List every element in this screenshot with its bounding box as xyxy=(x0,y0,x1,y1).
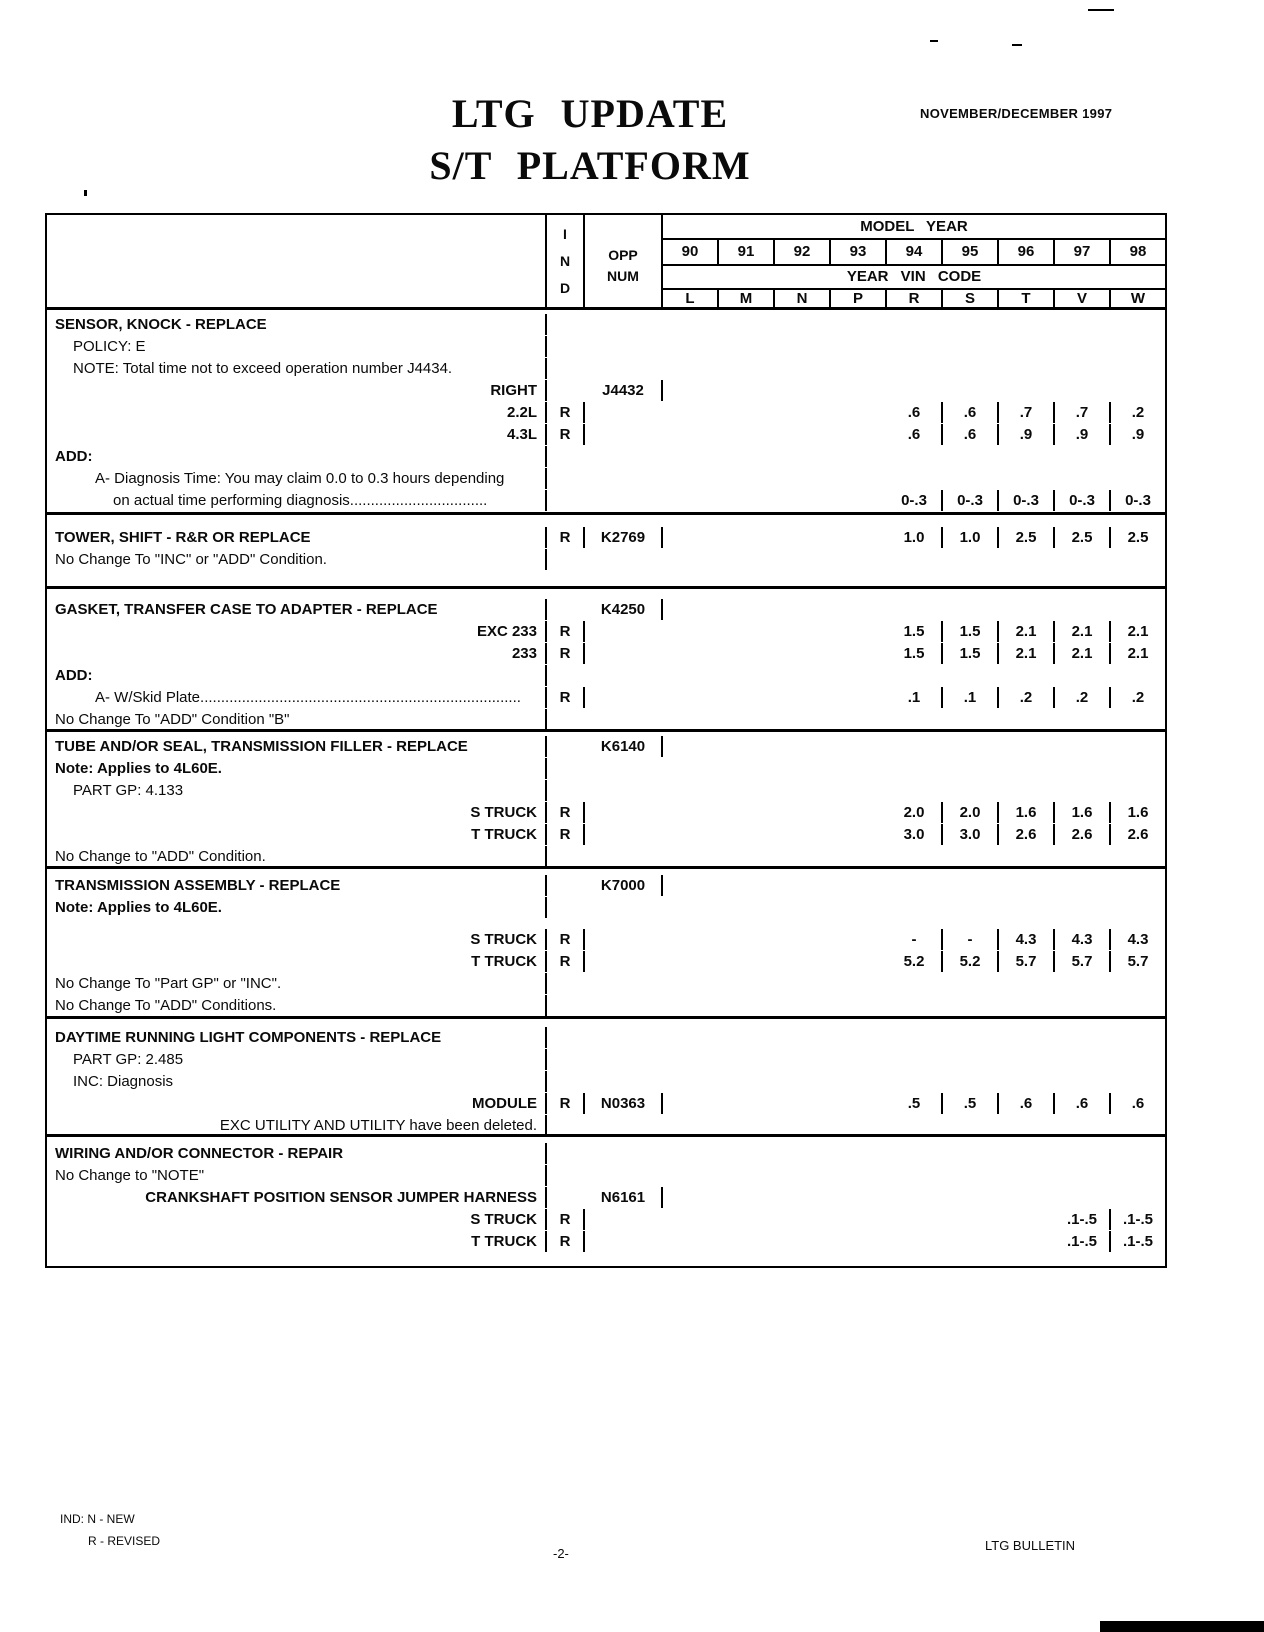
value-cell: .6 xyxy=(887,402,943,423)
value-cell: .2 xyxy=(999,687,1055,708)
header-description-cell xyxy=(47,215,547,307)
ind-cell: R xyxy=(547,824,585,845)
table-row xyxy=(47,1231,1165,1253)
ind-header-letter: D xyxy=(559,279,571,296)
section-tube-seal-transmission-filler xyxy=(47,729,1165,866)
table-row xyxy=(47,1019,1165,1027)
year-cell: 92 xyxy=(775,240,831,264)
year-cell: 97 xyxy=(1055,240,1111,264)
row-description: POLICY: E xyxy=(47,336,547,357)
value-cell: .7 xyxy=(1055,402,1111,423)
row-description: on actual time performing diagnosis................................. xyxy=(47,490,547,511)
year-cell: 93 xyxy=(831,240,887,264)
title-line-1: LTG UPDATE xyxy=(451,91,729,136)
value-cell: .2 xyxy=(1055,687,1111,708)
vin-code-cell: R xyxy=(887,290,943,307)
row-description: No Change To "INC" or "ADD" Condition. xyxy=(47,549,547,570)
value-cell: 0-.3 xyxy=(1125,492,1151,509)
ind-cell: R xyxy=(547,802,585,823)
value-cell: .1 xyxy=(943,687,999,708)
table-row xyxy=(47,549,1165,571)
year-cell: 94 xyxy=(887,240,943,264)
value-cell: 2.6 xyxy=(1055,824,1111,845)
opp-num-cell: N0363 xyxy=(585,1093,663,1114)
value-cell: 2.1 xyxy=(1055,621,1111,642)
row-description: No Change To "ADD" Condition "B" xyxy=(47,709,547,729)
value-cell: .2 xyxy=(1131,404,1145,421)
value-cell: 2.5 xyxy=(1055,527,1111,548)
row-description: 233 xyxy=(47,643,547,664)
ind-cell: R xyxy=(547,1209,585,1230)
table-row xyxy=(47,446,1165,468)
table-row xyxy=(47,929,1165,951)
row-description: No Change to "ADD" Condition. xyxy=(47,846,547,866)
scan-artifact xyxy=(1012,44,1022,46)
section-tower-shift xyxy=(47,512,1165,586)
row-description: WIRING AND/OR CONNECTOR - REPAIR xyxy=(47,1143,547,1164)
scan-artifact xyxy=(84,190,87,196)
table-row xyxy=(47,621,1165,643)
vin-code-cell: L xyxy=(663,290,719,307)
row-description: No Change To "ADD" Conditions. xyxy=(47,995,547,1016)
ind-cell: R xyxy=(547,1093,585,1114)
table-row xyxy=(47,802,1165,824)
table-row xyxy=(47,1165,1165,1187)
row-description: T TRUCK xyxy=(47,824,547,845)
row-description: S TRUCK xyxy=(47,929,547,950)
value-cell: 3.0 xyxy=(887,824,943,845)
value-cell: .1 xyxy=(887,687,943,708)
header-years-block xyxy=(663,215,1165,307)
row-description: INC: Diagnosis xyxy=(47,1071,547,1092)
year-cell: 96 xyxy=(999,240,1055,264)
row-description: T TRUCK xyxy=(47,1231,547,1252)
value-cell: .6 xyxy=(943,424,999,445)
value-cell: 2.1 xyxy=(1055,643,1111,664)
row-description: TUBE AND/OR SEAL, TRANSMISSION FILLER - REPLACE xyxy=(47,736,547,757)
ind-cell: R xyxy=(547,929,585,950)
value-cell: 2.6 xyxy=(1127,826,1149,843)
row-description: TOWER, SHIFT - R&R OR REPLACE xyxy=(47,527,547,548)
value-cell: .9 xyxy=(1055,424,1111,445)
value-cell: 2.5 xyxy=(1127,529,1149,546)
vin-code-row xyxy=(663,290,1165,307)
scan-artifact xyxy=(1088,9,1114,11)
table-row xyxy=(47,380,1165,402)
table-row xyxy=(47,599,1165,621)
value-cell: - xyxy=(943,929,999,950)
row-description: EXC 233 xyxy=(47,621,547,642)
value-cell: .1-.5 xyxy=(1122,1211,1153,1228)
row-description: NOTE: Total time not to exceed operation number J4434. xyxy=(47,358,547,379)
vin-code-cell: N xyxy=(775,290,831,307)
page-number: -2- xyxy=(553,1546,569,1561)
ind-cell: R xyxy=(547,527,585,548)
table-row xyxy=(47,846,1165,866)
vin-code-label: YEAR VIN CODE xyxy=(663,266,1165,290)
issue-date: NOVEMBER/DECEMBER 1997 xyxy=(920,106,1113,121)
row-description: No Change To "Part GP" or "INC". xyxy=(47,973,547,994)
value-cell: .6 xyxy=(1131,1095,1145,1112)
vin-code-cell: W xyxy=(1130,290,1146,307)
value-cell: 0-.3 xyxy=(999,490,1055,511)
table-row xyxy=(47,919,1165,929)
footer-ind-legend-new: IND: N - NEW xyxy=(60,1512,135,1526)
opp-header-word: NUM xyxy=(607,268,639,284)
ind-cell: R xyxy=(547,1231,585,1252)
value-cell: 2.1 xyxy=(1127,645,1149,662)
section-wiring-connector-repair xyxy=(47,1134,1165,1266)
row-description: PART GP: 2.485 xyxy=(47,1049,547,1070)
value-cell: 1.5 xyxy=(943,621,999,642)
opp-num-cell: K6140 xyxy=(585,736,663,757)
value-cell: 1.5 xyxy=(887,621,943,642)
header-opp-num-cell xyxy=(585,215,663,307)
vin-code-cell: V xyxy=(1055,290,1111,307)
row-description: Note: Applies to 4L60E. xyxy=(47,758,547,779)
row-description: GASKET, TRANSFER CASE TO ADAPTER - REPLACE xyxy=(47,599,547,620)
ind-header-letter: I xyxy=(563,226,567,243)
opp-num-cell: J4432 xyxy=(585,380,663,401)
vin-code-cell: T xyxy=(999,290,1055,307)
value-cell: 1.5 xyxy=(887,643,943,664)
row-description: RIGHT xyxy=(47,380,547,401)
row-description: 4.3L xyxy=(47,424,547,445)
ind-header-letter: N xyxy=(559,252,571,269)
opp-num-cell: K2769 xyxy=(585,527,663,548)
ind-cell: R xyxy=(547,621,585,642)
opp-header-word: OPP xyxy=(608,247,638,263)
table-row xyxy=(47,709,1165,729)
value-cell: .1-.5 xyxy=(1055,1209,1111,1230)
row-description: TRANSMISSION ASSEMBLY - REPLACE xyxy=(47,875,547,896)
year-cell: 98 xyxy=(1129,243,1147,260)
row-description: A- W/Skid Plate............................................................................. xyxy=(47,687,547,708)
row-description: No Change to "NOTE" xyxy=(47,1165,547,1186)
value-cell: .9 xyxy=(1131,426,1145,443)
table-row xyxy=(47,1143,1165,1165)
table-row xyxy=(47,1187,1165,1209)
row-description: EXC UTILITY AND UTILITY have been deleted. xyxy=(47,1115,547,1134)
value-cell: 0-.3 xyxy=(887,490,943,511)
table-row xyxy=(47,758,1165,780)
footer-ind-legend-revised: R - REVISED xyxy=(88,1534,161,1548)
value-cell: 1.6 xyxy=(1055,802,1111,823)
value-cell: .1-.5 xyxy=(1055,1231,1111,1252)
row-description: PART GP: 4.133 xyxy=(47,780,547,801)
section-daytime-running-light-components xyxy=(47,1016,1165,1134)
row-description: MODULE xyxy=(47,1093,547,1114)
value-cell: 2.0 xyxy=(943,802,999,823)
value-cell: .6 xyxy=(943,402,999,423)
value-cell: 5.7 xyxy=(1055,951,1111,972)
table-row xyxy=(47,875,1165,897)
value-cell: 1.5 xyxy=(943,643,999,664)
value-cell: 5.2 xyxy=(887,951,943,972)
value-cell: 2.1 xyxy=(999,643,1055,664)
labor-table xyxy=(45,213,1167,1268)
table-row xyxy=(47,336,1165,358)
section-transmission-assembly xyxy=(47,866,1165,1016)
value-cell: 4.3 xyxy=(1055,929,1111,950)
value-cell: 2.5 xyxy=(999,527,1055,548)
table-row xyxy=(47,1071,1165,1093)
ind-cell: R xyxy=(547,402,585,423)
year-cell: 90 xyxy=(663,240,719,264)
year-cell: 95 xyxy=(943,240,999,264)
table-row xyxy=(47,973,1165,995)
row-description: T TRUCK xyxy=(47,951,547,972)
value-cell: .6 xyxy=(887,424,943,445)
table-row xyxy=(47,358,1165,380)
value-cell: 2.1 xyxy=(1127,623,1149,640)
value-cell: 0-.3 xyxy=(943,490,999,511)
value-cell: 1.0 xyxy=(943,527,999,548)
table-row xyxy=(47,1027,1165,1049)
table-row xyxy=(47,951,1165,973)
opp-num-cell: K7000 xyxy=(585,875,663,896)
row-description: 2.2L xyxy=(47,402,547,423)
table-row xyxy=(47,824,1165,846)
value-cell: - xyxy=(887,929,943,950)
row-description: CRANKSHAFT POSITION SENSOR JUMPER HARNESS xyxy=(47,1187,547,1208)
table-row xyxy=(47,402,1165,424)
value-cell: 1.6 xyxy=(1127,804,1149,821)
title-line-2: S/T PLATFORM xyxy=(429,143,751,188)
value-cell: .2 xyxy=(1131,689,1145,706)
table-row xyxy=(47,995,1165,1016)
scan-artifact xyxy=(930,40,938,42)
section-gasket-transfer-case-to-adapter xyxy=(47,586,1165,729)
value-cell: .6 xyxy=(999,1093,1055,1114)
value-cell: .1-.5 xyxy=(1122,1233,1153,1250)
table-row xyxy=(47,1209,1165,1231)
table-row xyxy=(47,897,1165,919)
value-cell: .5 xyxy=(943,1093,999,1114)
scan-black-bar xyxy=(1100,1621,1264,1632)
row-description: ADD: xyxy=(47,665,547,686)
opp-num-cell: K4250 xyxy=(585,599,663,620)
value-cell: 0-.3 xyxy=(1055,490,1111,511)
value-cell: 4.3 xyxy=(1127,931,1149,948)
value-cell: 4.3 xyxy=(999,929,1055,950)
table-row xyxy=(47,424,1165,446)
value-cell: .6 xyxy=(1055,1093,1111,1114)
value-cell: 2.1 xyxy=(999,621,1055,642)
year-cell: 91 xyxy=(719,240,775,264)
ind-cell: R xyxy=(547,424,585,445)
vin-code-cell: M xyxy=(719,290,775,307)
table-row xyxy=(47,687,1165,709)
table-row xyxy=(47,1115,1165,1134)
table-row xyxy=(47,736,1165,758)
value-cell: 2.0 xyxy=(887,802,943,823)
row-description: Note: Applies to 4L60E. xyxy=(47,897,547,918)
table-row xyxy=(47,468,1165,490)
model-year-label: MODEL YEAR xyxy=(663,215,1165,240)
opp-num-cell: N6161 xyxy=(585,1187,663,1208)
row-description: ADD: xyxy=(47,446,547,467)
bulletin-label: LTG BULLETIN xyxy=(985,1538,1076,1553)
ind-cell: R xyxy=(547,687,585,708)
row-description: A- Diagnosis Time: You may claim 0.0 to 0.3 hours depending xyxy=(47,468,547,489)
value-cell: .9 xyxy=(999,424,1055,445)
ind-cell: R xyxy=(547,643,585,664)
table-row xyxy=(47,490,1165,512)
model-year-row xyxy=(663,240,1165,266)
table-header xyxy=(47,215,1165,310)
table-row xyxy=(47,1049,1165,1071)
row-description: S TRUCK xyxy=(47,802,547,823)
row-description: DAYTIME RUNNING LIGHT COMPONENTS - REPLACE xyxy=(47,1027,547,1048)
value-cell: 5.7 xyxy=(1127,953,1149,970)
table-row xyxy=(47,665,1165,687)
value-cell: .7 xyxy=(999,402,1055,423)
vin-code-cell: S xyxy=(943,290,999,307)
row-description: S TRUCK xyxy=(47,1209,547,1230)
document-title xyxy=(330,88,850,192)
value-cell: .5 xyxy=(887,1093,943,1114)
header-ind-cell xyxy=(547,215,585,307)
table-row xyxy=(47,527,1165,549)
value-cell: 1.6 xyxy=(999,802,1055,823)
table-row xyxy=(47,589,1165,599)
value-cell: 5.2 xyxy=(943,951,999,972)
table-row xyxy=(47,780,1165,802)
value-cell: 1.0 xyxy=(887,527,943,548)
section-sensor-knock-replace xyxy=(47,310,1165,512)
vin-code-cell: P xyxy=(831,290,887,307)
table-row xyxy=(47,1093,1165,1115)
table-row xyxy=(47,314,1165,336)
value-cell: 3.0 xyxy=(943,824,999,845)
table-row xyxy=(47,515,1165,527)
row-description: SENSOR, KNOCK - REPLACE xyxy=(47,314,547,335)
value-cell: 2.6 xyxy=(999,824,1055,845)
table-row xyxy=(47,643,1165,665)
ind-cell: R xyxy=(547,951,585,972)
value-cell: 5.7 xyxy=(999,951,1055,972)
